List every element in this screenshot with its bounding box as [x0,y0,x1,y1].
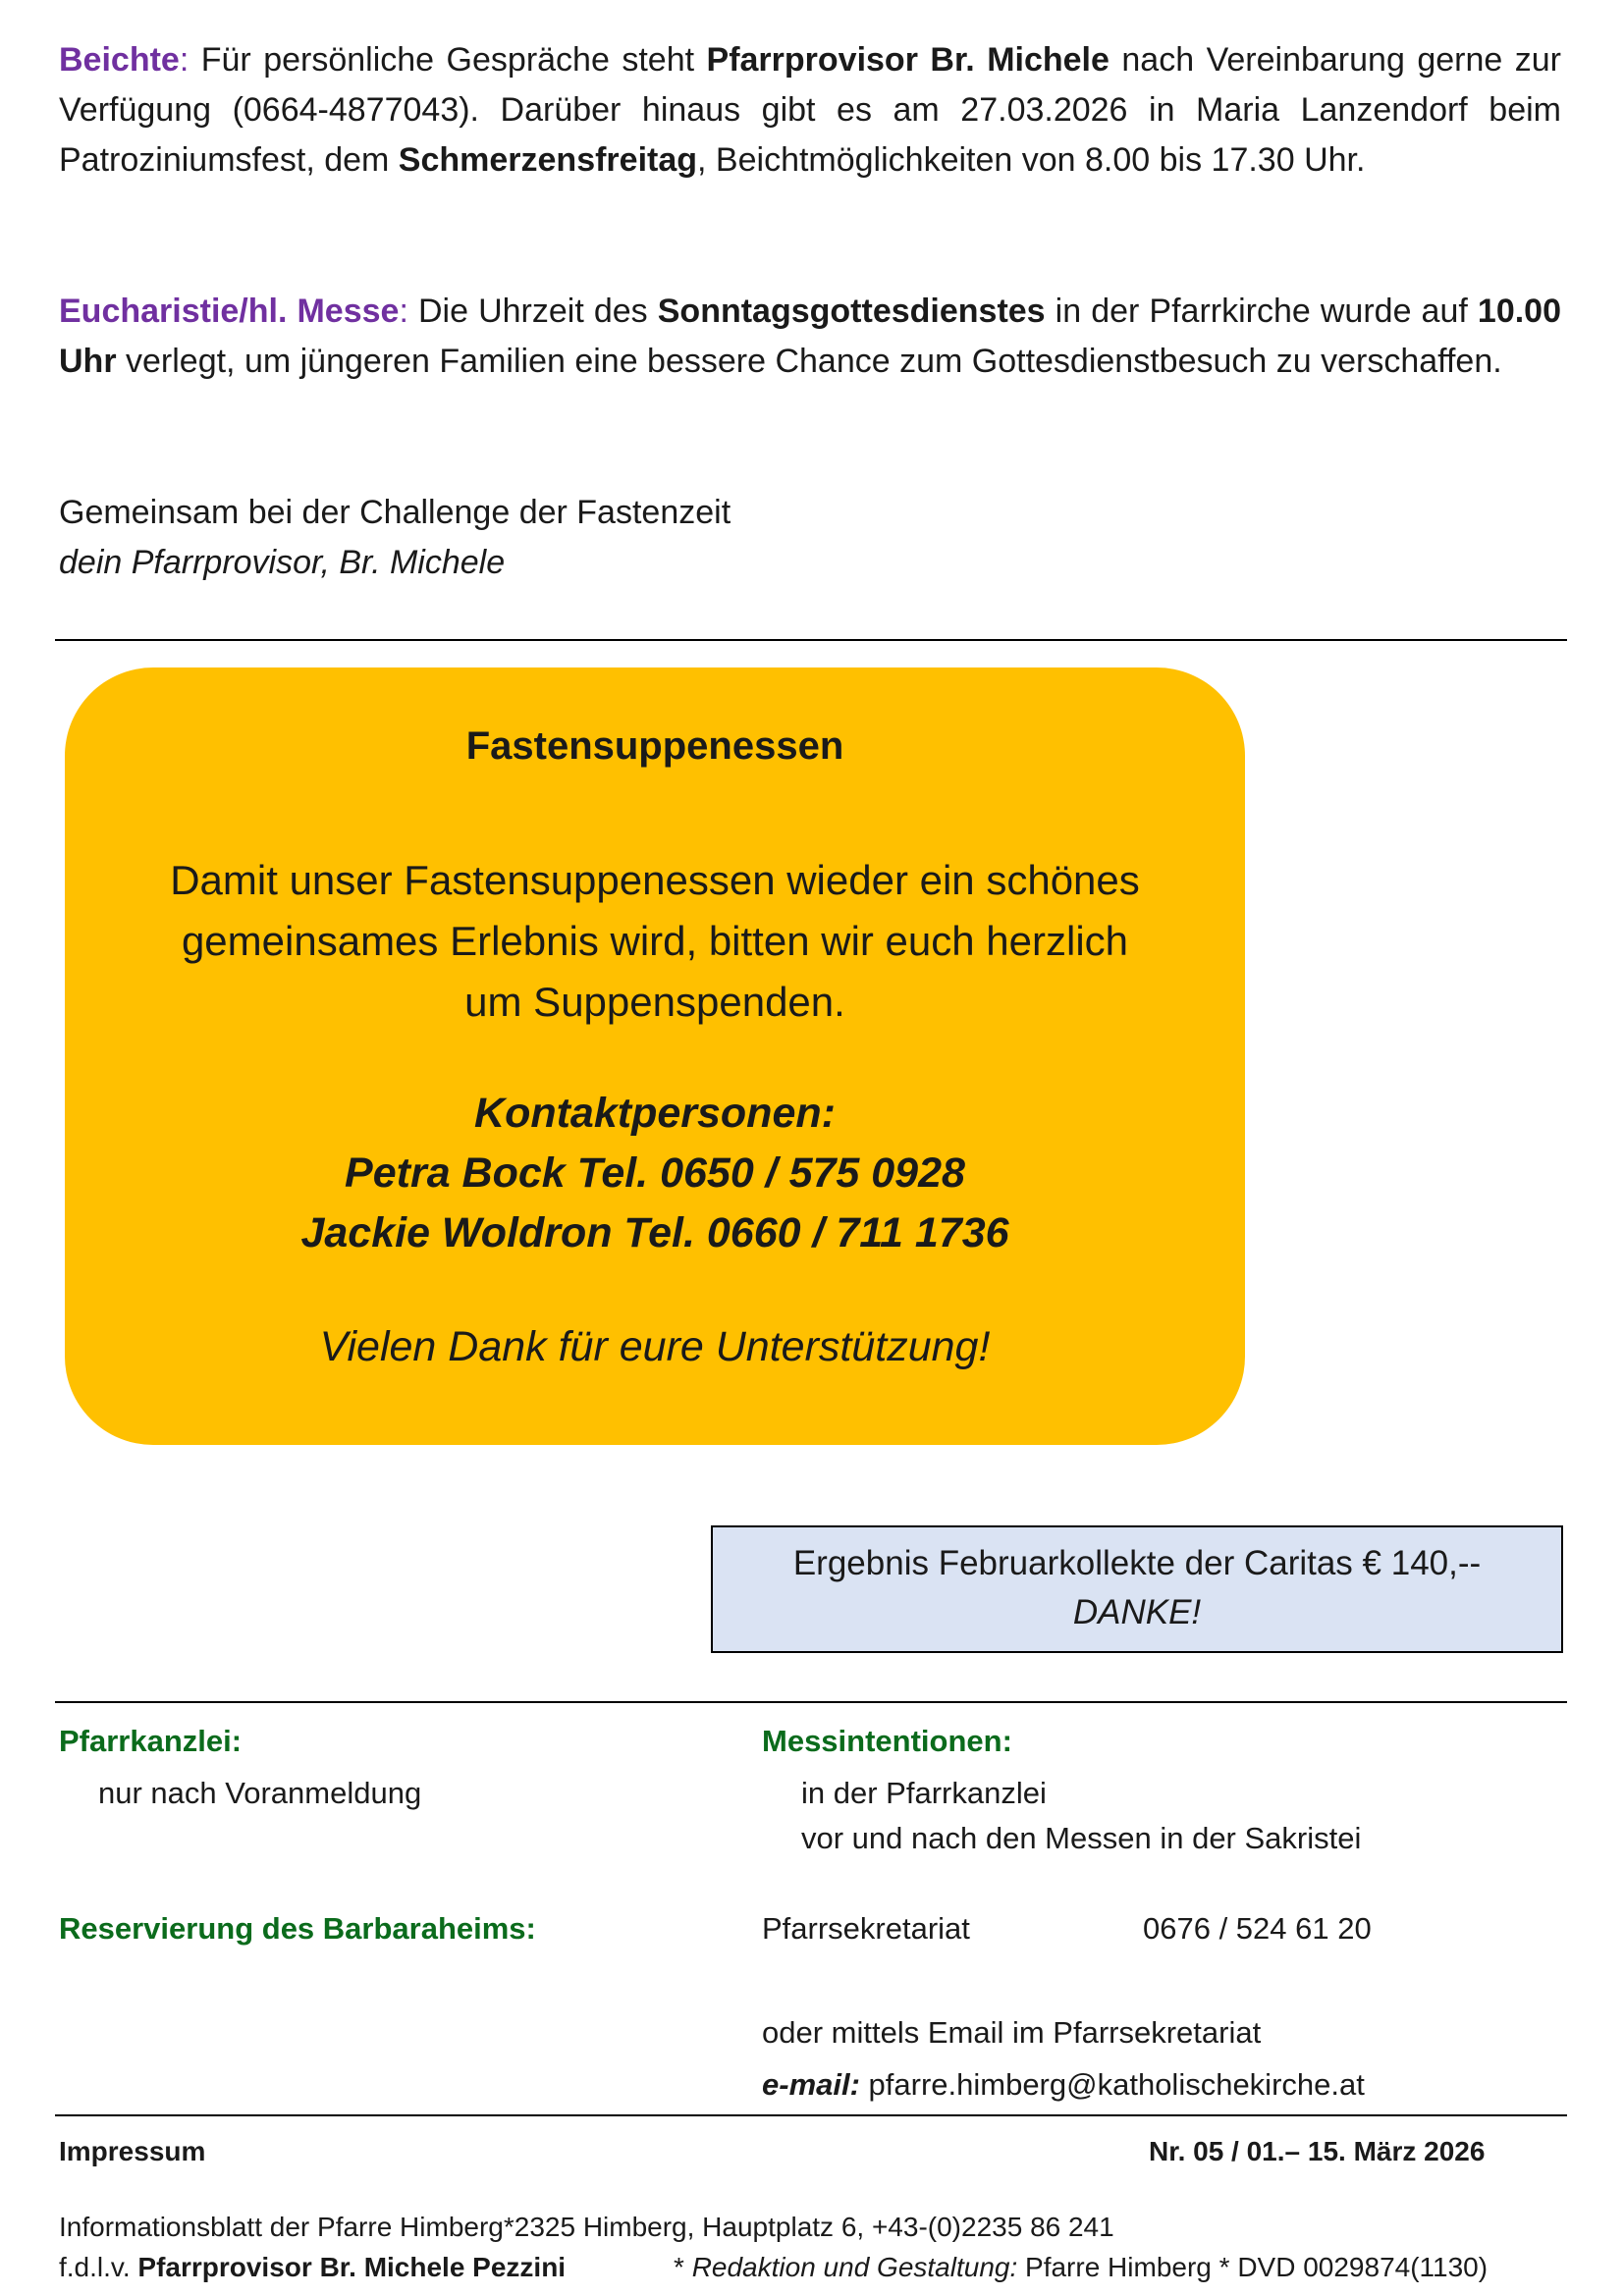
contact-heading: Kontaktpersonen: [474,1090,836,1137]
impressum-line-1: Informationsblatt der Pfarre Himberg*2325 Himberg, Hauptplatz 6, +43-(0)2235 86 241 [59,2212,1114,2242]
caritas-line-1: Ergebnis Februarkollekte der Caritas € 140,-- [792,1544,1482,1582]
beichte-text-1: Für persönliche Gespräche steht [189,41,707,79]
beichte-text-3: , Beichtmöglichkeiten von 8.00 bis 17.30 Uhr. [697,141,1366,179]
redaktion-value: Pfarre Himberg * DVD 0029874(1130) [1017,2252,1489,2282]
eucharistie-heading: Eucharistie/hl. Messe [59,293,400,330]
messintentionen-line: in der Pfarrkanzlei [801,1776,1047,1810]
fasten-thanks: Vielen Dank für eure Unterstützung! [319,1323,991,1370]
divider-bottom [55,2114,1567,2116]
divider-top [55,639,1567,641]
eucharistie-text-2: in der Pfarrkirche wurde auf [1045,293,1478,330]
email-line [762,2062,1365,2108]
email-intro: oder mittels Email im Pfarrsekretariat [762,2015,1262,2050]
eucharistie-text-1: Die Uhrzeit des [407,293,658,330]
fdlv-prefix: f.d.l.v. [59,2252,138,2282]
fasten-body-line: gemeinsames Erlebnis wird, bitten wir euch herzlich [181,918,1129,964]
eucharistie-paragraph [59,287,1561,387]
eucharistie-colon: : [399,293,408,330]
redaktion-label: Redaktion und Gestaltung: [691,2252,1018,2282]
eucharistie-bold-1: Sonntagsgottesdienstes [657,293,1046,330]
email-label: e-mail: [762,2067,860,2102]
pfarrkanzlei-label: Pfarrkanzlei: [59,1724,243,1758]
beichte-paragraph [59,35,1561,186]
email-address[interactable]: pfarre.himberg@katholischekirche.at [859,2067,1365,2102]
divider-middle [55,1701,1567,1703]
fdlv-name: Pfarrprovisor Br. Michele Pezzini [137,2252,567,2282]
issue-number: Nr. 05 / 01.– 15. März 2026 [1149,2136,1486,2166]
caritas-line-2: DANKE! [1072,1593,1202,1631]
messintentionen-label: Messintentionen: [762,1724,1012,1758]
contact-line: Petra Bock Tel. 0650 / 575 0928 [345,1149,965,1197]
fasten-body-line: um Suppenspenden. [464,979,845,1025]
fasten-body [65,850,1245,1033]
fasten-contacts [65,1084,1245,1263]
sekretariat-label: Pfarrsekretariat [762,1911,970,1946]
sekretariat-phone: 0676 / 524 61 20 [1143,1911,1372,1946]
closing-line-1: Gemeinsam bei der Challenge der Fastenzeit [59,494,731,531]
beichte-colon: : [179,41,189,79]
beichte-bold-2: Schmerzensfreitag [398,141,698,179]
fasten-title: Fastensuppenessen [465,724,844,768]
fastensuppenessen-box [65,667,1245,1445]
impressum-fdlv [59,2252,566,2283]
messintentionen-line: vor und nach den Messen in der Sakristei [801,1821,1362,1855]
reservierung-label: Reservierung des Barbaraheims: [59,1911,536,1946]
beichte-heading: Beichte [59,41,180,79]
redaktion-prefix: * [674,2252,692,2282]
closing-signature: dein Pfarrprovisor, Br. Michele [59,544,506,581]
beichte-text-2: nach Vereinbarung gerne zur Verfügung (0664-4877043). Darüber hinaus gibt es am 27.03.2026 in Maria Lanzendorf beim Patroziniumsfest, dem [59,41,1561,179]
closing [59,488,731,588]
caritas-result-box [711,1525,1563,1653]
impressum-redaktion [674,2252,1488,2283]
messintentionen-lines [801,1771,1361,1861]
fasten-body-line: Damit unser Fastensuppenessen wieder ein schönes [170,857,1140,903]
contact-line: Jackie Woldron Tel. 0660 / 711 1736 [300,1209,1009,1256]
eucharistie-text-3: verlegt, um jüngeren Familien eine bessere Chance zum Gottesdienstbesuch zu verschaffen. [116,343,1502,380]
pfarrkanzlei-value: nur nach Voranmeldung [98,1776,422,1810]
impressum-label: Impressum [59,2136,206,2166]
beichte-bold-1: Pfarrprovisor Br. Michele [706,41,1110,79]
eucharistie-bold-2: 10.00 Uhr [59,293,1561,380]
